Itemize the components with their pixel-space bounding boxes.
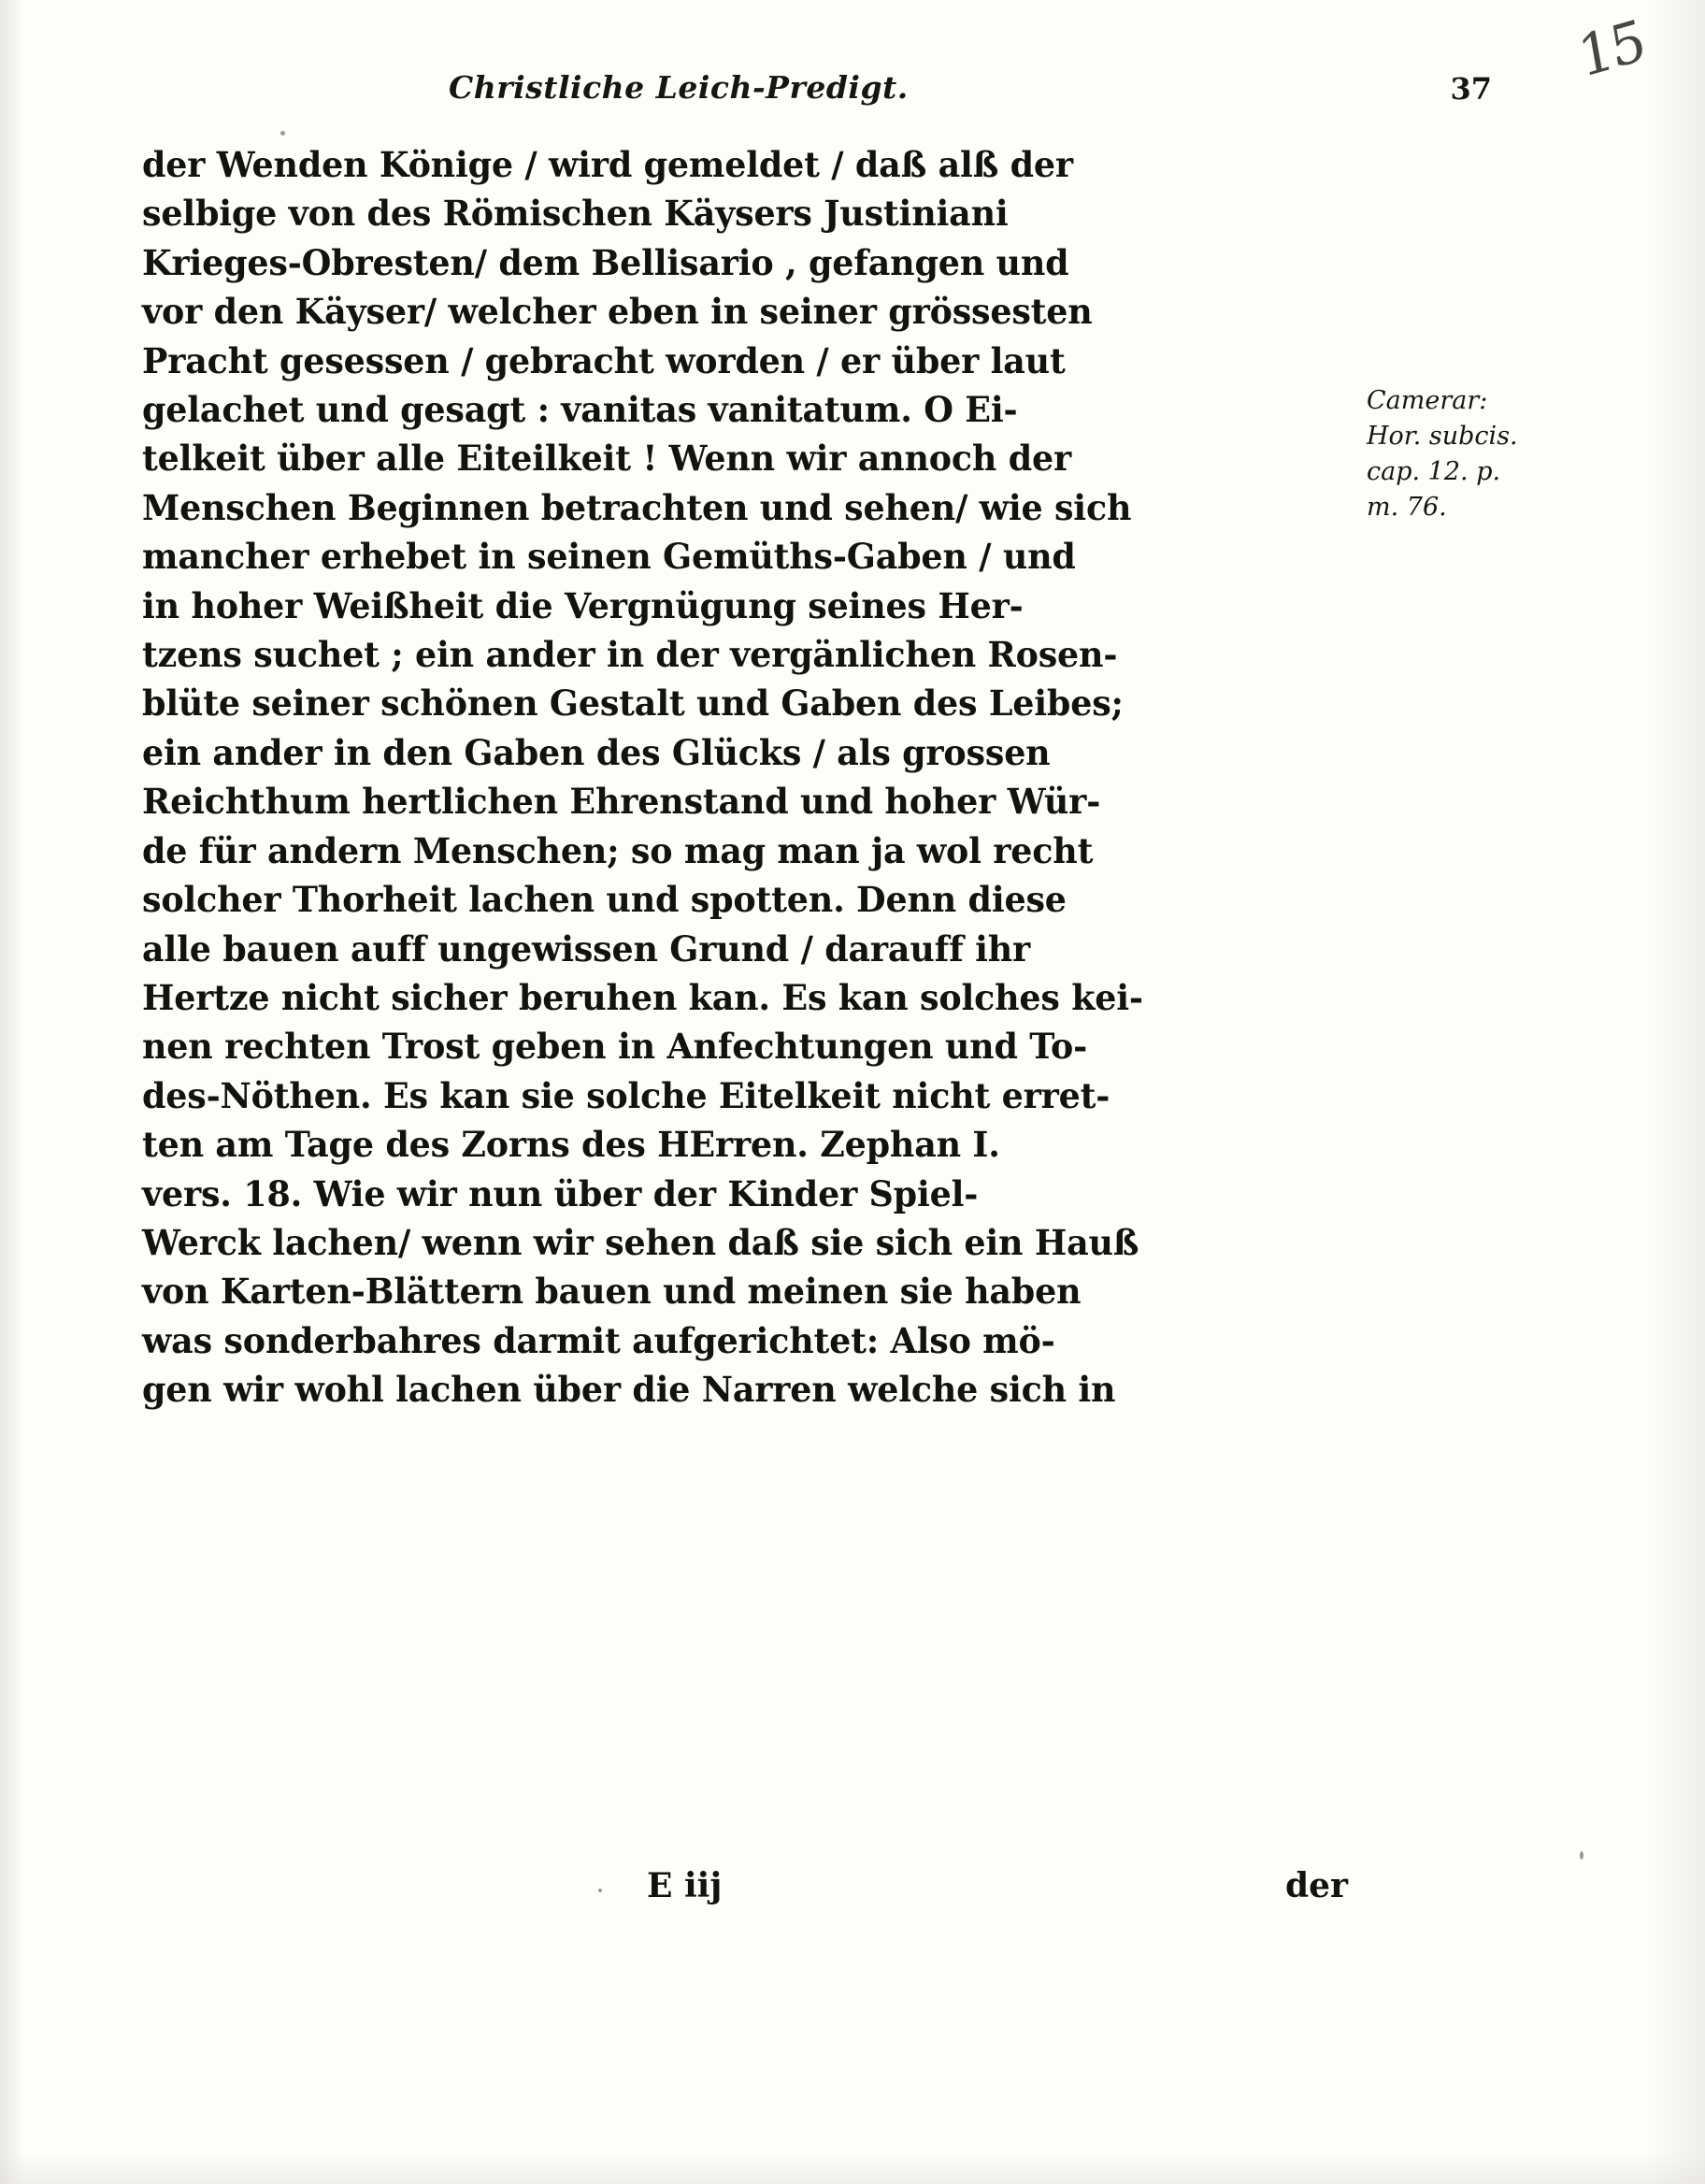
body-line: mancher erhebet in seinen Gemüths-Gaben / und [142,536,1076,578]
page-edge-shadow-left [0,0,24,2184]
body-line: Pracht gesessen / gebracht worden / er über laut [142,339,1066,381]
running-title: Christliche Leich-Predigt. [449,69,909,106]
body-line: der Wenden Könige / wird gemeldet / daß alß der [142,144,1073,185]
ink-speck [280,131,285,136]
ink-speck [1580,1851,1583,1860]
marginal-note-line: Hor. subcis. [1367,422,1518,451]
marginal-note-line: Camerar: [1367,386,1488,415]
body-line: tzens suchet ; ein ander in der vergänlichen Rosen- [142,634,1118,676]
body-line: was sonderbahres darmit aufgerichtet: Also mö- [142,1319,1055,1361]
catchword: der [1284,1866,1348,1905]
body-line: gen wir wohl lachen über die Narren welche sich in [142,1369,1116,1411]
body-line: Reichthum hertlichen Ehrenstand und hoher Wür- [142,781,1101,823]
body-line: de für andern Menschen; so mag man ja wol recht [142,829,1094,871]
body-line: blüte seiner schönen Gestalt und Gaben des Leibes; [142,682,1124,725]
page-edge-shadow-right [1649,0,1705,2184]
body-line: in hoher Weißheit die Vergnügung seines Her- [142,584,1024,626]
body-line: nen rechten Trost geben in Anfechtungen und To- [142,1026,1088,1068]
marginal-note-line: m. 76. [1367,493,1447,522]
signature-mark: E iij [647,1866,723,1905]
page-number: 37 [1450,71,1492,107]
body-line: von Karten-Blättern bauen und meinen sie haben [142,1271,1082,1313]
body-text-block [142,140,1348,1415]
page-edge-shadow-bottom [0,2152,1705,2184]
body-line: Hertze nicht sicher beruhen kan. Es kan solches kei- [142,976,1143,1018]
page-footer [142,1866,1348,1918]
body-line: ein ander in den Gaben des Glücks / als grossen [142,731,1051,773]
page-header [140,69,1565,114]
body-line: gelachet und gesagt : vanitas vanitatum. O Ei- [142,389,1018,431]
body-line: Werck lachen/ wenn wir sehen daß sie sich ein Hauß [142,1221,1139,1263]
body-line: vers. 18. Wie wir nun über der Kinder Spiel- [142,1172,979,1214]
body-line: Krieges-Obresten/ dem Bellisario , gefangen und [142,241,1069,283]
body-line: alle bauen auff ungewissen Grund / darauff ihr [142,927,1031,970]
body-line: selbige von des Römischen Käysers Justiniani [142,193,1009,235]
body-line: Menschen Beginnen betrachten und sehen/ wie sich [142,486,1132,528]
handwritten-folio-number: 15 [1572,7,1648,92]
body-line: telkeit über alle Eiteilkeit ! Wenn wir annoch der [142,438,1072,480]
body-line: des-Nöthen. Es kan sie solche Eitelkeit nicht erret- [142,1074,1110,1116]
body-line: solcher Thorheit lachen und spotten. Denn diese [142,879,1067,921]
body-line: ten am Tage des Zorns des HErren. Zephan I. [142,1124,1000,1166]
ink-speck [598,1889,602,1892]
body-line: vor den Käyser/ welcher eben in seiner grössesten [142,291,1093,333]
marginal-note [1367,383,1638,525]
marginal-note-line: cap. 12. p. [1367,457,1501,486]
